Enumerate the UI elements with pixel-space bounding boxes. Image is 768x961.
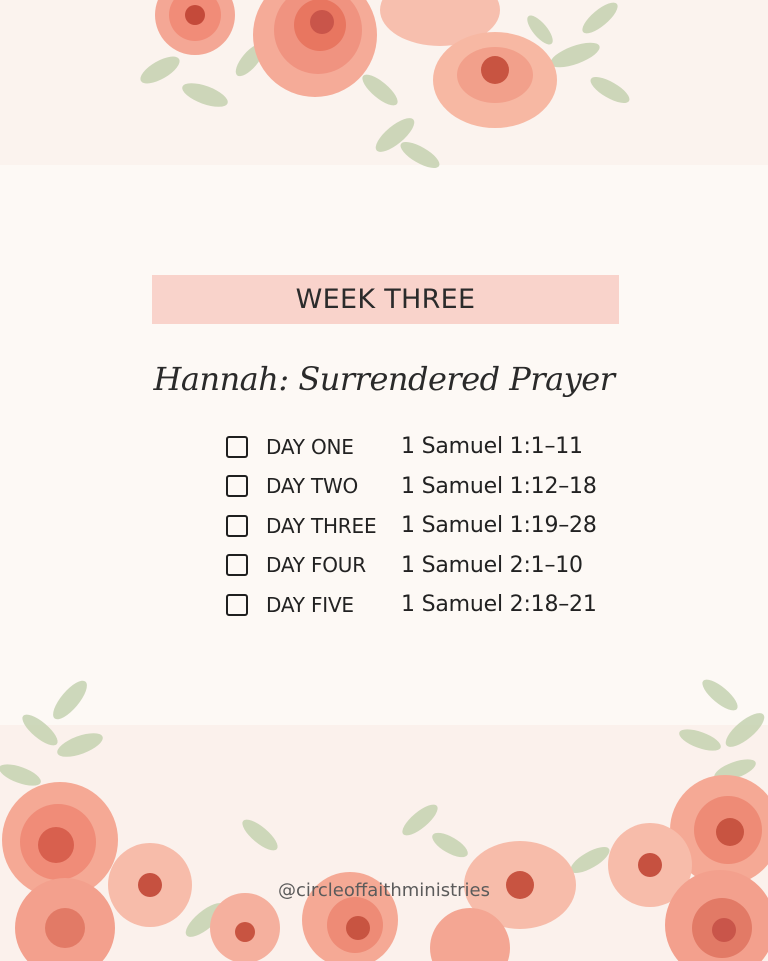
scripture-reference: 1 Samuel 2:1–10 [401, 552, 583, 578]
week-banner [152, 275, 619, 324]
reading-checklist [226, 427, 646, 625]
day-label: DAY THREE [266, 513, 377, 538]
checklist-row [226, 585, 646, 625]
day-checkbox[interactable] [226, 594, 248, 616]
day-label: DAY FIVE [266, 592, 354, 617]
day-checkbox[interactable] [226, 436, 248, 458]
checklist-row [226, 506, 646, 546]
day-label: DAY FOUR [266, 553, 366, 578]
bottom-floral-decoration [0, 670, 768, 961]
scripture-reference: 1 Samuel 1:12–18 [401, 473, 597, 499]
scripture-reference: 1 Samuel 2:18–21 [401, 592, 597, 618]
week-title: WEEK THREE [295, 284, 476, 315]
scripture-reference: 1 Samuel 1:1–11 [401, 434, 583, 460]
day-checkbox[interactable] [226, 554, 248, 576]
social-handle: @circleoffaithministries [277, 880, 491, 901]
checklist-row [226, 467, 646, 507]
day-checkbox[interactable] [226, 475, 248, 497]
checklist-row [226, 546, 646, 586]
scripture-reference: 1 Samuel 1:19–28 [401, 513, 597, 539]
checklist-row [226, 427, 646, 467]
top-floral-decoration [0, 0, 768, 175]
day-label: DAY TWO [266, 474, 359, 499]
day-label: DAY ONE [266, 434, 354, 459]
day-checkbox[interactable] [226, 515, 248, 537]
study-subtitle: Hannah: Surrendered Prayer [153, 360, 615, 398]
